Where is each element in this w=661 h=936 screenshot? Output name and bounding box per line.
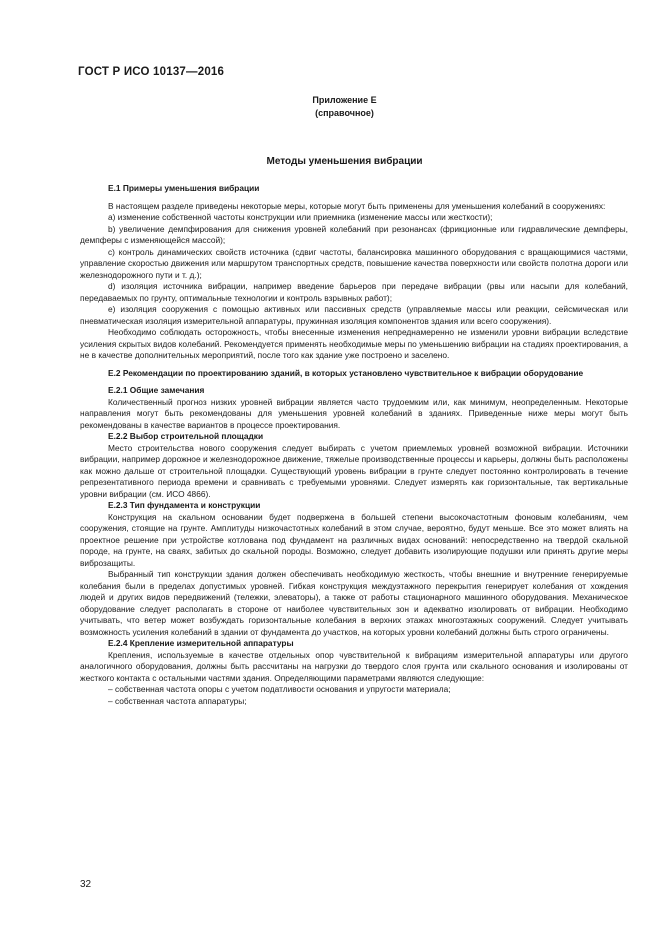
main-title: Методы уменьшения вибрации bbox=[266, 156, 423, 167]
list-item: а) изменение собственной частоты конструкции или приемника (изменение массы или жесткости); bbox=[108, 212, 493, 222]
list-item: е) изоляция сооружения с помощью активных или пассивных средств (управляемые массы или реакции, сейсмическая или пневматическая изоляция измерительной аппаратуры, пружинная изоляция компонентов здания или всего сооружения). bbox=[80, 304, 628, 326]
section-e1-intro: В настоящем разделе приведены некоторые меры, которые могут быть применены для уменьшения колебаний в сооружениях: bbox=[108, 200, 606, 211]
section-e23-text-2: Выбранный тип конструкции здания должен обеспечивать необходимую жесткость, чтобы внешние и внутренние генерируемые колебания были в пределах допустимых уровней. Гибкая конструкция междуэтажного перекрытия генерирует колебания от хождения людей и других видов передвижений (тележки, элеваторы), а также от работы стационарного машинного оборудования. Механическое оборудование следует располагать в стороне от наиболее чувствительных зон и адекватно изолировать от вибрации. Необходимо учитывать, что ветер может возбуждать горизонтальные колебания в верхних этажах многоэтажных сооружений. Следует учитывать возможность усиления колебаний в здании от фундамента до участков, на которых уровни колебаний должны быть строго ограничены. bbox=[80, 569, 628, 637]
annex-subtitle: (справочное) bbox=[315, 108, 374, 118]
section-e22-text: Место строительства нового сооружения следует выбирать с учетом приемлемых уровней возможной вибрации. Источники вибрации, например дорожное и железнодорожное движение, тяжелые производственные процессы и карьеры, должны быть расположены как можно дальше от строительной площадки. Существующий уровень вибрации в грунте следует постоянно контролировать в течение репрезентативного периода времени и сравнивать с требуемыми уровнями. Следует измерять как горизонтальные, так вертикальные уровни вибрации (см. ИСО 4866). bbox=[80, 442, 628, 499]
section-e22-heading: Е.2.2 Выбор строительной площадки bbox=[108, 431, 264, 441]
section-e23-heading: Е.2.3 Тип фундамента и конструкции bbox=[108, 500, 261, 510]
section-e21-text: Количественный прогноз низких уровней вибрации является часто трудоемким или, как минимум, неопределенным. Некоторые направления могут быть рекомендованы для уменьшения уровней колебаний в зданиях. Приведенные ниже меры могут быть рекомендованы в качестве вариантов в процессе проектирования. bbox=[80, 396, 628, 430]
page-number: 32 bbox=[80, 879, 92, 890]
section-e23-text-1: Конструкция на скальном основании будет подвержена в большей степени высокочастотным фоновым колебаниям, чем сооружения, стоящие на грунте. Амплитуды низкочастотных колебаний в этом случае, вероятно, будут меньше. Все это может влиять на проектное решение при устройстве котлована под фундамент на различных видах оснований: непосредственно на твердой скальной породе, на грунте, на сваях, забитых до скальной породы. Возможно, следует добавить изолирующие подушки или принять другие меры виброзащиты. bbox=[80, 511, 628, 568]
list-item: – собственная частота аппаратуры; bbox=[108, 695, 247, 706]
annex-label bbox=[0, 94, 661, 120]
list-item: – собственная частота опоры с учетом податливости основания и упругости материала; bbox=[108, 684, 451, 694]
section-e1-note: Необходимо соблюдать осторожность, чтобы внесенные изменения непреднамеренно не изменили уровни вибрации вследствие усиления скрытых видов колебаний. Рекомендуется применять необходимые меры по уменьшению вибрации на стадиях проектирования, а не в качестве дополнительных мероприятий, после того как здание уже построено и заселено. bbox=[80, 327, 628, 360]
list-item: d) изоляция источника вибрации, например введение барьеров при передаче вибрации (рвы или насыпи для колебаний, передаваемых по грунту, оптимальные технологии и контроль взрывных работ); bbox=[80, 281, 628, 303]
section-e1-heading: Е.1 Примеры уменьшения вибрации bbox=[108, 183, 260, 193]
document-body bbox=[80, 183, 628, 707]
annex-title: Приложение Е bbox=[312, 95, 377, 105]
section-e24-heading: Е.2.4 Крепление измерительной аппаратуры bbox=[108, 638, 294, 648]
section-e2-heading: Е.2 Рекомендации по проектированию зданий, в которых установлено чувствительное к вибрации оборудование bbox=[108, 367, 584, 378]
document-code-header: ГОСТ Р ИСО 10137—2016 bbox=[78, 66, 225, 78]
list-item: b) увеличение демпфирования для снижения уровней колебаний при резонансах (фрикционные или гидравлические демпферы, демпферы с изменяющейся массой); bbox=[80, 223, 628, 245]
section-e21-heading: Е.2.1 Общие замечания bbox=[108, 385, 205, 395]
list-item: с) контроль динамических свойств источника (сдвиг частоты, балансировка машинного оборудования с вращающимися частями, управление скоростью движения или маршрутом транспортных средств, повышение качества поверхности или свойств полотна дороги или железнодорожного пути и т. д.); bbox=[80, 246, 628, 280]
section-e24-text: Крепления, используемые в качестве отдельных опор чувствительной к вибрациям измерительной аппаратуры или другого аналогичного оборудования, должны быть рассчитаны на нагрузки до твердого слоя грунта или скального основания и изолированы от жесткого контакта с остальными частями здания. Определяющими параметрами являются следующие: bbox=[80, 649, 628, 683]
